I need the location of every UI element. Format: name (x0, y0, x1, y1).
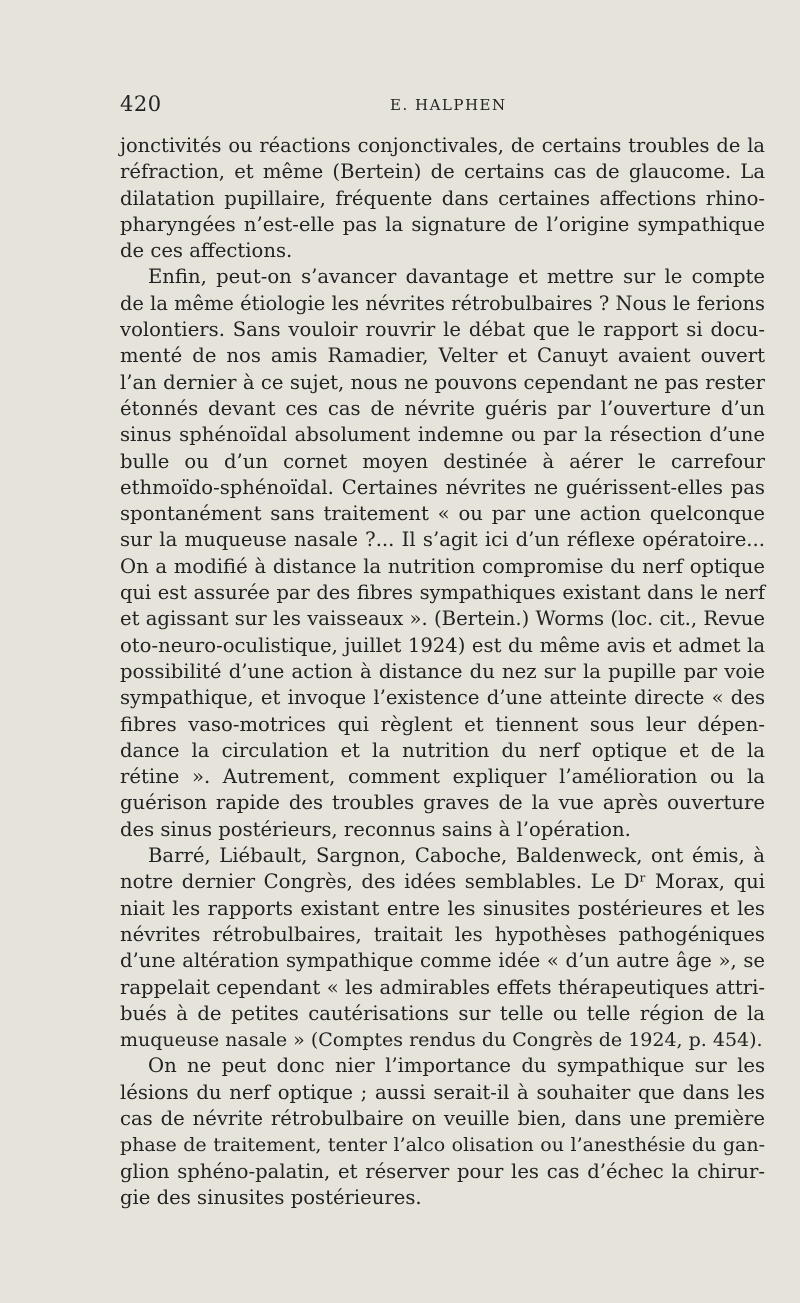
text-line: oto-neuro-oculistique, juillet 1924) est du même avis et admet la (120, 633, 765, 657)
text-line: possibilité d’une action à distance du nez sur la pupille par voie (120, 659, 765, 683)
text-line: rappelait cependant « les admirables effets thérapeutiques attri- (120, 975, 765, 999)
text-line: fibres vaso-motrices qui règlent et tiennent sous leur dépen- (120, 712, 765, 736)
text-line: de la même étiologie les névrites rétrobulbaires ? Nous le ferions (120, 291, 765, 315)
text-line: On ne peut donc nier l’importance du sympathique sur les (148, 1054, 765, 1078)
text-line: spontanément sans traitement « ou par une action quelconque (120, 502, 765, 526)
paragraph (120, 264, 765, 843)
running-head: E. HALPHEN (390, 96, 507, 114)
text-line: rétine ». Autrement, comment expliquer l’amélioration ou la (120, 765, 765, 789)
text-line: muqueuse nasale » (Comptes rendus du Congrès de 1924, p. 454). (120, 1029, 763, 1052)
text-line: et agissant sur les vaisseaux ». (Bertein.) Worms (loc. cit., Revue (120, 607, 765, 631)
paragraph (120, 1053, 765, 1211)
text-line: qui est assurée par des fibres sympathiques existant dans le nerf (120, 581, 765, 605)
text-line: volontiers. Sans vouloir rouvrir le débat que le rapport si docu- (120, 318, 765, 342)
text-line: sinus sphénoïdal absolument indemne ou par la résection d’une (120, 423, 765, 447)
text-line: phase de traitement, tenter l’alco olisation ou l’anesthésie du gan- (120, 1134, 765, 1157)
paragraph (120, 843, 765, 1053)
text-line: menté de nos amis Ramadier, Velter et Canuyt avaient ouvert (120, 344, 765, 368)
text-line: On a modifié à distance la nutrition compromise du nerf optique (120, 554, 765, 578)
text-line: des sinus postérieurs, reconnus sains à l’opération. (120, 817, 631, 841)
body-text (120, 133, 765, 1211)
text-line: notre dernier Congrès, des idées semblables. Le Dʳ Morax, qui (120, 870, 765, 894)
page-header (120, 92, 765, 120)
text-line: lésions du nerf optique ; aussi serait-il à souhaiter que dans les (120, 1080, 765, 1104)
page-number: 420 (120, 92, 162, 116)
text-line: sympathique, et invoque l’existence d’une atteinte directe « des (120, 686, 765, 710)
text-line: l’an dernier à ce sujet, nous ne pouvons cependant ne pas rester (120, 370, 765, 394)
text-line: glion sphéno-palatin, et réserver pour les cas d’échec la chirur- (120, 1159, 765, 1183)
text-line: gie des sinusites postérieures. (120, 1185, 422, 1209)
text-line: guérison rapide des troubles graves de la vue après ouverture (120, 791, 765, 815)
text-line: Barré, Liébault, Sargnon, Caboche, Baldenweck, ont émis, à (148, 844, 765, 868)
text-line: cas de névrite rétrobulbaire on veuille bien, dans une première (120, 1106, 765, 1130)
text-line: pharyngées n’est-elle pas la signature de l’origine sympathique (120, 212, 765, 236)
text-line: de ces affections. (120, 239, 293, 263)
text-line: Enfin, peut-on s’avancer davantage et mettre sur le compte (148, 265, 765, 289)
text-line: névrites rétrobulbaires, traitait les hypothèses pathogéniques (120, 922, 765, 946)
text-line: bués à de petites cautérisations sur telle ou telle région de la (120, 1001, 765, 1025)
text-line: jonctivités ou réactions conjonctivales, de certains troubles de la (120, 134, 765, 157)
text-line: d’une altération sympathique comme idée « d’un autre âge », se (120, 949, 765, 973)
text-line: dance la circulation et la nutrition du nerf optique et de la (120, 738, 765, 762)
paragraph (120, 133, 765, 264)
text-line: réfraction, et même (Bertein) de certains cas de glaucome. La (120, 160, 765, 184)
text-line: niait les rapports existant entre les sinusites postérieures et les (120, 896, 765, 920)
text-line: ethmoïdo-sphénoïdal. Certaines névrites ne guérissent-elles pas (120, 475, 765, 499)
text-line: sur la muqueuse nasale ?... Il s’agit ici d’un réflexe opératoire... (120, 528, 765, 552)
text-line: bulle ou d’un cornet moyen destinée à aérer le carrefour (120, 449, 765, 473)
text-line: dilatation pupillaire, fréquente dans certaines affections rhino- (120, 186, 765, 210)
text-line: étonnés devant ces cas de névrite guéris par l’ouverture d’un (120, 396, 765, 420)
